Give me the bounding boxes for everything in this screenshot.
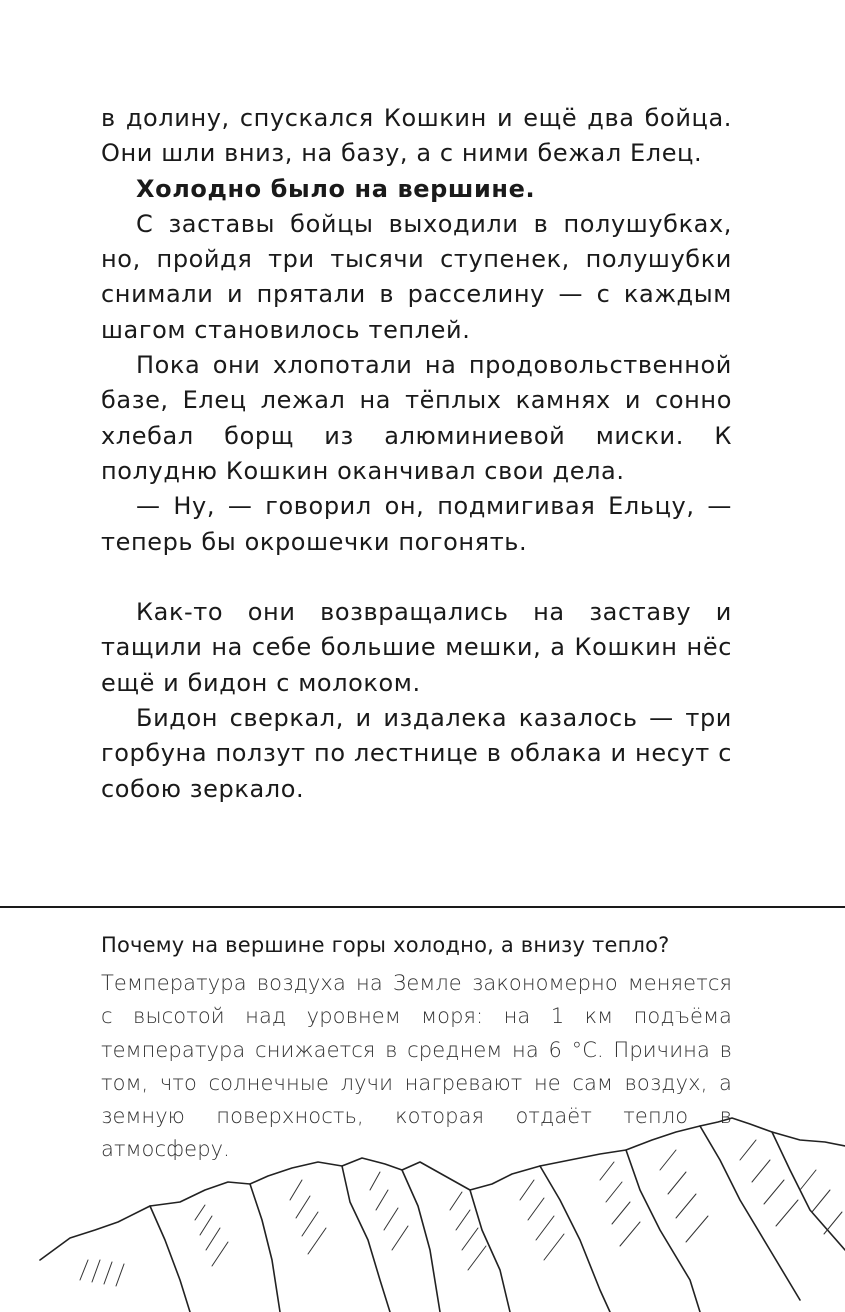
story-paragraph-5: — Ну, — говорил он, подмигивая Ельцу, — теперь бы окрошечки погонять.	[101, 492, 732, 556]
story-paragraph-3: С заставы бойцы выходили в полушубках, но, пройдя три тысячи ступенек, полушубки снимали и прятали в расселину — с каждым шагом становилось теплей.	[101, 209, 732, 344]
story-paragraph-1: в долину, спускался Кошкин и ещё два бойца. Они шли вниз, на базу, а с ними бежал Елец.	[101, 104, 732, 168]
ridge-outline	[40, 1118, 845, 1260]
story-paragraph-7: Бидон сверкал, и издалека казалось — три горбуна ползут по лестнице в облака и несут с собою зеркало.	[101, 704, 732, 803]
mountain-range-illustration	[0, 1110, 845, 1312]
story-text	[101, 101, 732, 807]
story-paragraph-4: Пока они хлопотали на продовольственной базе, Елец лежал на тёплых камнях и сонно хлебал борщ из алюминиевой миски. К полудню Кошкин оканчивал свои дела.	[101, 351, 732, 485]
story-heading-line: Холодно было на вершине.	[136, 174, 536, 203]
section-divider	[0, 906, 845, 908]
info-box-answer-text: Температура воздуха на Земле закономерно меняется с высотой над уровнем моря: на 1 км подъёма температура снижается в среднем на 6 °С. Причина в том, что солнечные лучи нагревают не сам воздух, а земную поверхность, которая отдаёт тепло в атмосферу.	[101, 971, 732, 1162]
story-paragraph-6: Как-то они возвращались на заставу и тащили на себе большие мешки, а Кошкин нёс ещё и бидон с молоком.	[101, 598, 732, 697]
info-box-question: Почему на вершине горы холодно, а внизу тепло?	[101, 933, 670, 957]
